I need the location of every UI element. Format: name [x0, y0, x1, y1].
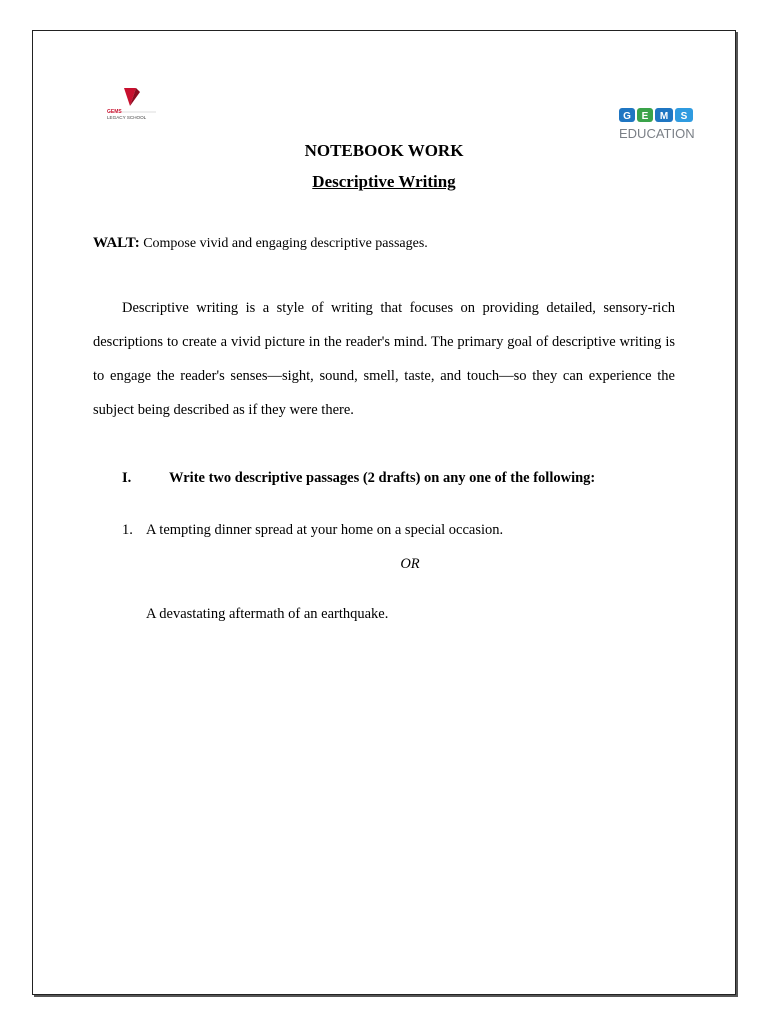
task-heading: [122, 470, 595, 487]
walt-label: WALT:: [93, 235, 140, 251]
task-number: I.: [122, 470, 132, 486]
svg-text:LEGACY SCHOOL: LEGACY SCHOOL: [107, 115, 147, 120]
walt-line: [93, 235, 428, 252]
gems-education-logo: [617, 107, 695, 143]
task-heading-text: Write two descriptive passages (2 drafts) on any one of the following:: [169, 470, 596, 486]
svg-text:G: G: [623, 111, 631, 122]
svg-text:GEMS: GEMS: [107, 109, 122, 115]
svg-text:S: S: [680, 111, 688, 122]
page-subtitle: Descriptive Writing: [312, 172, 456, 191]
school-logo: [106, 86, 158, 122]
option-one-text: A tempting dinner spread at your home on a special occasion.: [146, 522, 504, 538]
walt-text: Compose vivid and engaging descriptive passages.: [143, 236, 428, 251]
option-two-text: A devastating aftermath of an earthquake.: [146, 606, 389, 622]
intro-paragraph: Descriptive writing is a style of writing that focuses on providing detailed, sensory-rich descriptions to create a vivid picture in the reader's mind. The primary goal of descriptive writing is to engage the reader's senses—sight, sound, smell, taste, and touch—so they can experience the subject being described as if they were there.: [93, 300, 675, 418]
option-number: 1.: [122, 522, 133, 538]
svg-text:M: M: [659, 111, 669, 122]
svg-text:EDUCATION: EDUCATION: [619, 126, 695, 141]
svg-text:E: E: [641, 111, 649, 122]
or-separator: OR: [400, 556, 420, 572]
page-title: NOTEBOOK WORK: [304, 141, 464, 160]
option-one: [122, 522, 503, 539]
